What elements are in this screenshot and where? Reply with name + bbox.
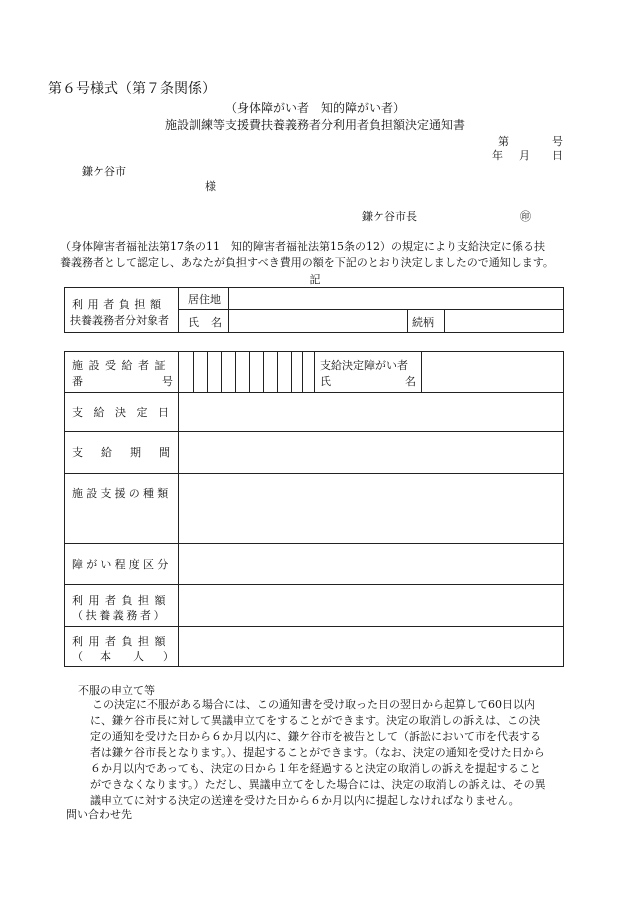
appeal-line: 定の通知を受けた日から６か月以内に、鎌ケ谷市を被告として（訴訟において市を代表する <box>90 730 541 743</box>
name-label-1: 氏 <box>188 316 199 329</box>
support-period-label: 支給期間 <box>72 446 188 459</box>
appeal-line: 者は鎌ケ谷市長となります。）、提起することができます。（なお、決定の通知を受けた日から <box>90 746 545 759</box>
payer-divider-field <box>228 287 229 333</box>
payer-divider-row <box>178 309 564 310</box>
cert-box-line <box>291 351 292 392</box>
intro-line-1: （身体障害者福祉法第17条の11 知的障害者福祉法第15条の12）の規定により支給決定に係る扶 <box>60 240 545 253</box>
date-month: 月 <box>519 149 530 162</box>
name-label-2: 名 <box>211 316 222 329</box>
doc-number-label: 第 <box>498 135 509 148</box>
burden-guardian-label-1: 利用者負担額 <box>72 594 171 607</box>
intro-line-2: 養義務者として認定し、あなたが負担すべき費用の額を下記のとおり決定しましたので通知します。 <box>60 256 554 269</box>
appeal-line: 議申立てに対する決定の送達を受けた日から６か月以内に提起しなければなりません。 <box>90 794 520 807</box>
cert-box-line <box>263 351 264 392</box>
burden-guardian-label-2: （扶養義務者） <box>72 609 168 622</box>
burden-self-label-2d: ） <box>163 650 174 663</box>
beneficiary-label-2b: 名 <box>405 375 416 388</box>
burden-self-label-1: 利用者負担額 <box>72 635 171 648</box>
cert-box-line <box>277 351 278 392</box>
appeal-line: この決定に不服がある場合には、この通知書を受け取った日の翌日から起算して60日以内 <box>92 698 535 711</box>
seal-mark: ㊞ <box>520 210 531 223</box>
issuer-name: 鎌ケ谷市長 <box>362 210 417 223</box>
ki-mark: 記 <box>309 273 321 286</box>
cert-number-label-1: 施設受給者証 <box>72 359 171 372</box>
doc-number-suffix: 号 <box>552 135 563 148</box>
appeal-heading: 不服の申立て等 <box>78 684 155 697</box>
row-sep-2 <box>64 431 564 432</box>
appeal-line: に、鎌ケ谷市長に対して異議申立てをすることができます。決定の取消しの訴えは、この決 <box>90 714 541 727</box>
payer-label-2: 扶養義務者分対象者 <box>70 314 169 327</box>
burden-self-label-2b: 本 <box>100 650 111 663</box>
contact-heading: 問い合わせ先 <box>66 808 132 821</box>
beneficiary-label-2a: 氏 <box>320 375 331 388</box>
appeal-line: ６か月以内であっても、決定の日から１年を経過すると決定の取消しの訴えを提起すること <box>90 762 541 775</box>
cert-number-label-2a: 番 <box>72 375 83 388</box>
decision-label-divider <box>178 351 179 667</box>
payer-divider-relation <box>407 309 408 333</box>
burden-self-label-2a: （ <box>72 650 83 663</box>
row-sep-3 <box>64 473 564 474</box>
form-number: 第６号様式（第７条関係） <box>48 81 216 97</box>
document-title: 施設訓練等支援費扶養義務者分利用者負担額決定通知書 <box>164 118 465 132</box>
row-sep-1 <box>64 392 564 393</box>
cert-box-line <box>314 351 315 392</box>
support-type-label: 施設支援の種類 <box>72 487 172 500</box>
cert-box-line <box>249 351 250 392</box>
date-year: 年 <box>492 149 503 162</box>
payer-label-1-text: 利用者負担額 <box>72 298 166 311</box>
burden-self-label-2c: 人 <box>133 650 144 663</box>
payer-label-1 <box>72 296 172 312</box>
date-day: 日 <box>552 149 563 162</box>
cert-box-line <box>207 351 208 392</box>
row-sep-6 <box>64 626 564 627</box>
payer-divider-label <box>178 287 179 333</box>
document-subtitle: （身体障がい者 知的障がい者） <box>224 101 405 115</box>
row-sep-5 <box>64 584 564 585</box>
appeal-line: ができなくなります。）ただし、異議申立てをした場合には、決定の取消しの訴えは、その異 <box>90 778 546 791</box>
cert-box-line <box>221 351 222 392</box>
cert-box-line <box>235 351 236 392</box>
payer-divider-relation-value <box>444 309 445 333</box>
row-sep-4 <box>64 543 564 544</box>
beneficiary-label-1: 支給決定障がい者 <box>320 359 408 372</box>
decision-date-label: 支給決定日 <box>72 406 180 419</box>
recipient-city: 鎌ケ谷市 <box>82 165 126 178</box>
cert-box-line <box>302 351 303 392</box>
cert-number-label-2b: 号 <box>162 375 173 388</box>
cert-box-line <box>193 351 194 392</box>
disability-level-label: 障がい程度区分 <box>72 558 172 571</box>
address-label: 居住地 <box>188 293 221 306</box>
relation-label: 続柄 <box>412 316 434 329</box>
cert-right-divider <box>421 351 422 392</box>
recipient-honorific: 様 <box>205 180 216 193</box>
